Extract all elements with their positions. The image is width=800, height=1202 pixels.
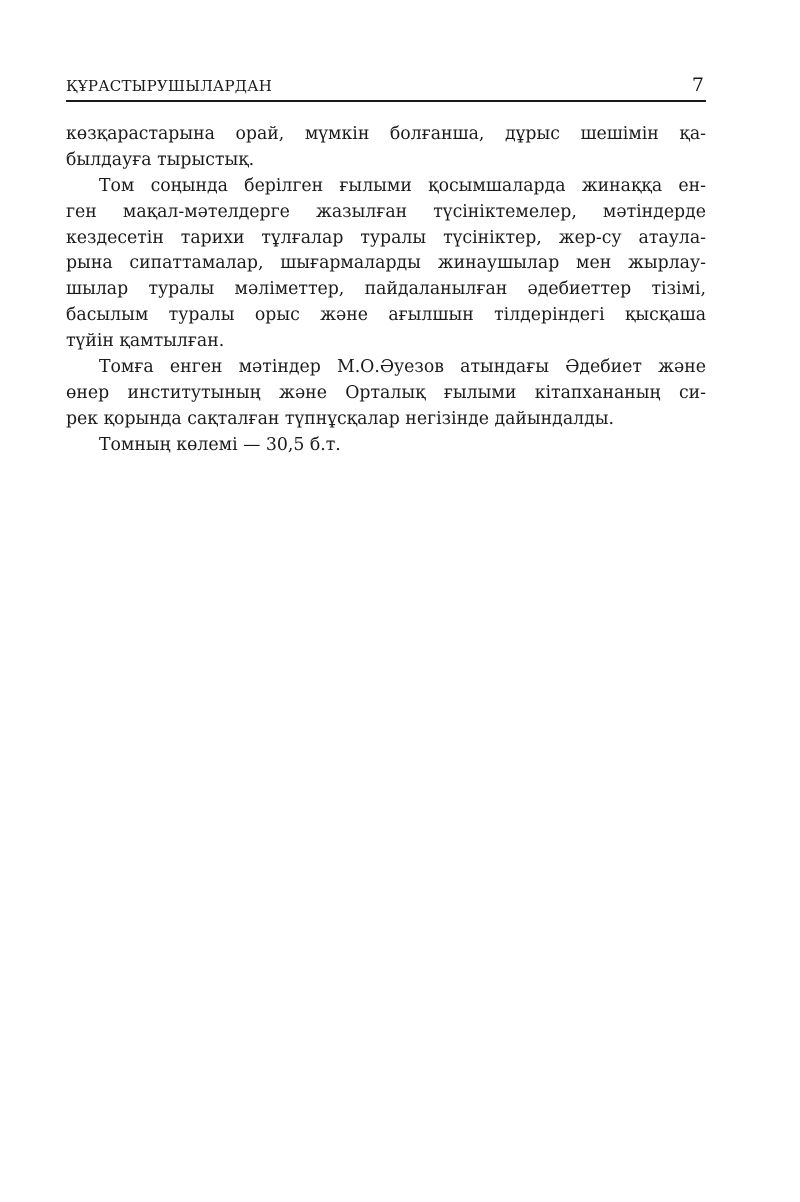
text-line: кездесетін тарихи тұлғалар туралы түсініктер, жер-су атаула- bbox=[66, 227, 706, 248]
text-line: Томның көлемі — 30,5 б.т. bbox=[99, 434, 341, 455]
running-head bbox=[66, 74, 706, 102]
text-line: Томға енген мәтіндер М.О.Әуезов атындағы Әдебиет және bbox=[99, 357, 706, 378]
page-number: 7 bbox=[691, 74, 704, 96]
text-line: өнер институтының және Орталық ғылыми кітапхананың си- bbox=[66, 382, 706, 403]
running-title: ҚҰРАСТЫРУШЫЛАРДАН bbox=[66, 77, 273, 95]
text-line: Том соңында берілген ғылыми қосымшаларда жинаққа ен- bbox=[99, 175, 706, 196]
text-line: көзқарастарына орай, мүмкін болғанша, дұрыс шешімін қа- bbox=[66, 124, 706, 144]
paragraph bbox=[66, 355, 706, 433]
body-text bbox=[66, 122, 706, 459]
paragraph bbox=[66, 174, 706, 355]
text-line: рына сипаттамалар, шығармаларды жинаушылар мен жырлау- bbox=[66, 253, 706, 274]
text-line: ген мақал-мәтелдерге жазылған түсініктемелер, мәтіндерде bbox=[66, 201, 706, 222]
text-line: шылар туралы мәліметтер, пайдаланылған әдебиеттер тізімі, bbox=[66, 279, 706, 300]
paragraph bbox=[66, 122, 706, 174]
text-line: түйін қамтылған. bbox=[66, 331, 225, 352]
text-line: рек қорында сақталған түпнұсқалар негізінде дайындалды. bbox=[66, 408, 614, 429]
text-line: былдауға тырыстық. bbox=[66, 149, 255, 170]
paragraph bbox=[66, 433, 706, 459]
text-line: басылым туралы орыс және ағылшын тілдеріндегі қысқаша bbox=[66, 305, 706, 326]
